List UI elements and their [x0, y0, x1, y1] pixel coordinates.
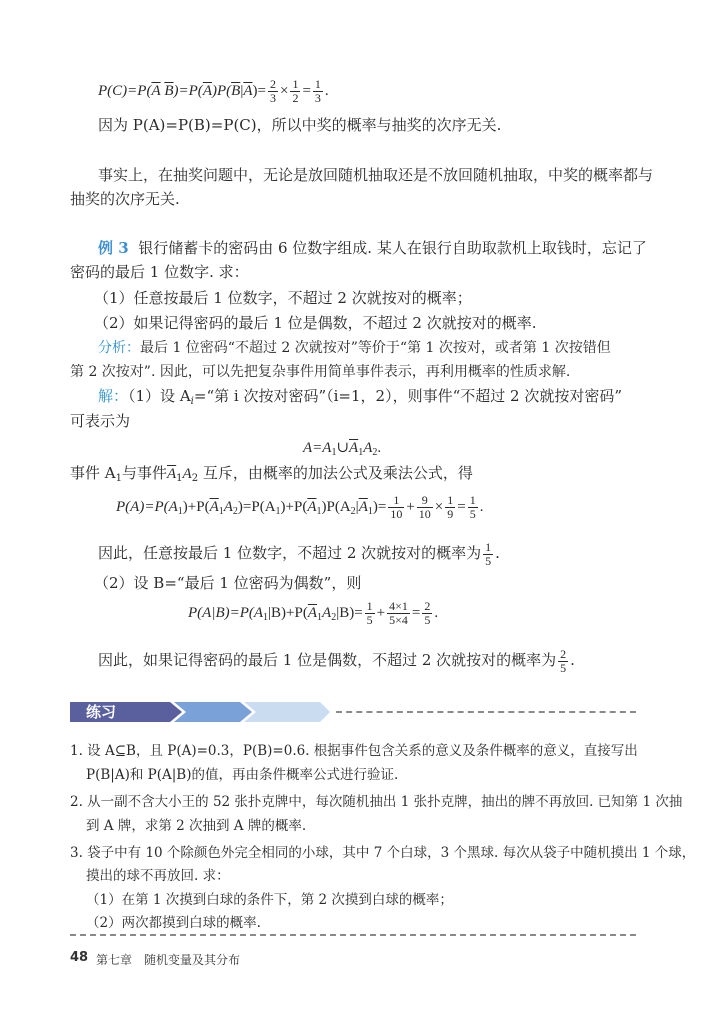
example-3-question-1: （1）任意按最后 1 位数字，不超过 2 次就按对的概率； [94, 289, 472, 307]
formula-pa: $P(A)=P(A_1)+P(\overline{A}_1A_2)=P(A_1)+P(\overline{A}_1)P(A_2|\overline{A}_1)=$ $\frac{1}{10}$ + $\frac{9}{10}$ × $\frac{1}{9}$ = $\frac{1}{5}$ . [116, 493, 484, 522]
formula-event-a: $A=A_1\cup\overline{A}_1A_2$. [303, 440, 382, 458]
solution-label: 解： [98, 387, 129, 405]
solution-line-1: 解：（1）设 $A_i=“$第 i 次按对密码”（i=1，2），则事件“不超过 2 次就按对密码” [98, 387, 622, 407]
formula-pab: $P(A|B)=P(A_1|B)+P(\overline{A}_1A_2|B)=$ $\frac{1}{5}$ + $\frac{4\times 1}{5\times 4}$ = $\frac{2}{5}$ . [188, 599, 439, 628]
exercise-2-line-1: 2. 从一副不含大小王的 52 张扑克牌中，每次随机抽出 1 张扑克牌，抽出的牌不再放回. 已知第 1 次抽 [70, 794, 683, 810]
exercise-3-line-2: 摸出的球不再放回. 求： [86, 868, 230, 884]
example-3-line-2: 密码的最后 1 位数字. 求： [70, 263, 249, 281]
part-2-line: （2）设 B=“最后 1 位密码为偶数”，则 [94, 574, 362, 592]
chapter-title: 第七章 随机变量及其分布 [96, 953, 241, 967]
because-line: 因为 P(A)=P(B)=P(C)，所以中奖的概率与抽奖的次序无关. [98, 116, 502, 134]
exercise-1-line-2: P(B|A)和 P(A|B)的值，再由条件概率公式进行验证. [86, 767, 399, 783]
formula-pc: $P(C)=P(\overline{A}$ $\overline{B})=P(\overline{A})P(\overline{B}|\overline{A})=$ $\frac{2}{3}$ × $\frac{1}{2}$ = $\frac{1}{3}$ . [98, 77, 329, 105]
example-3-question-2: （2）如果记得密码的最后 1 位是偶数，不超过 2 次就按对的概率. [94, 314, 537, 332]
exercise-1-line-1: 1. 设 A⊆B，且 P(A)=0.3，P(B)=0.6. 根据事件包含关系的意义及条件概率的意义，直接写出 [70, 743, 638, 759]
example-label: 例 3 [98, 239, 129, 257]
exercise-2-line-2: 到 A 牌，求第 2 次抽到 A 牌的概率. [86, 818, 307, 834]
analysis-line-2: 第 2 次按对”. 因此，可以先把复杂事件用简单事件表示，再利用概率的性质求解. [70, 364, 571, 380]
fact-paragraph-line-1: 事实上，在抽奖问题中，无论是放回随机抽取还是不放回随机抽取，中奖的概率都与 [98, 166, 654, 184]
mutex-line: 事件 $A_1$与事件$\overline{A}_1A_2$ 互斥，由概率的加法公式及乘法公式，得 [70, 464, 473, 484]
fact-paragraph-line-2: 抽奖的次序无关. [70, 190, 180, 208]
exercise-3-question-2: （2）两次都摸到白球的概率. [86, 915, 261, 931]
exercise-title: 练习 [86, 703, 117, 721]
exercise-bottom-dash-line [70, 934, 636, 936]
analysis-line-1: 分析：最后 1 位密码“不超过 2 次就按对”等价于“第 1 次按对，或者第 1 次按错但 [98, 340, 611, 356]
analysis-label: 分析： [98, 340, 140, 356]
conclusion-1: 因此，任意按最后 1 位数字，不超过 2 次就按对的概率为 $\frac{1}{5}$ . [98, 539, 500, 568]
example-3-line-1: 例 3 银行储蓄卡的密码由 6 位数字组成. 某人在银行自助取款机上取钱时，忘记了 [98, 239, 647, 257]
page-number: 48 [70, 950, 89, 965]
exercise-3-line-1: 3. 袋子中有 10 个除颜色外完全相同的小球，其中 7 个白球，3 个黑球. 每次从袋子中随机摸出 1 个球， [70, 845, 696, 861]
conclusion-2: 因此，如果记得密码的最后 1 位是偶数，不超过 2 次就按对的概率为 $\frac{2}{5}$ . [98, 646, 575, 675]
solution-line-2: 可表示为 [70, 412, 131, 430]
banner-dash-line [336, 711, 636, 713]
exercise-3-question-1: （1）在第 1 次摸到白球的条件下，第 2 次摸到白球的概率； [86, 892, 453, 908]
